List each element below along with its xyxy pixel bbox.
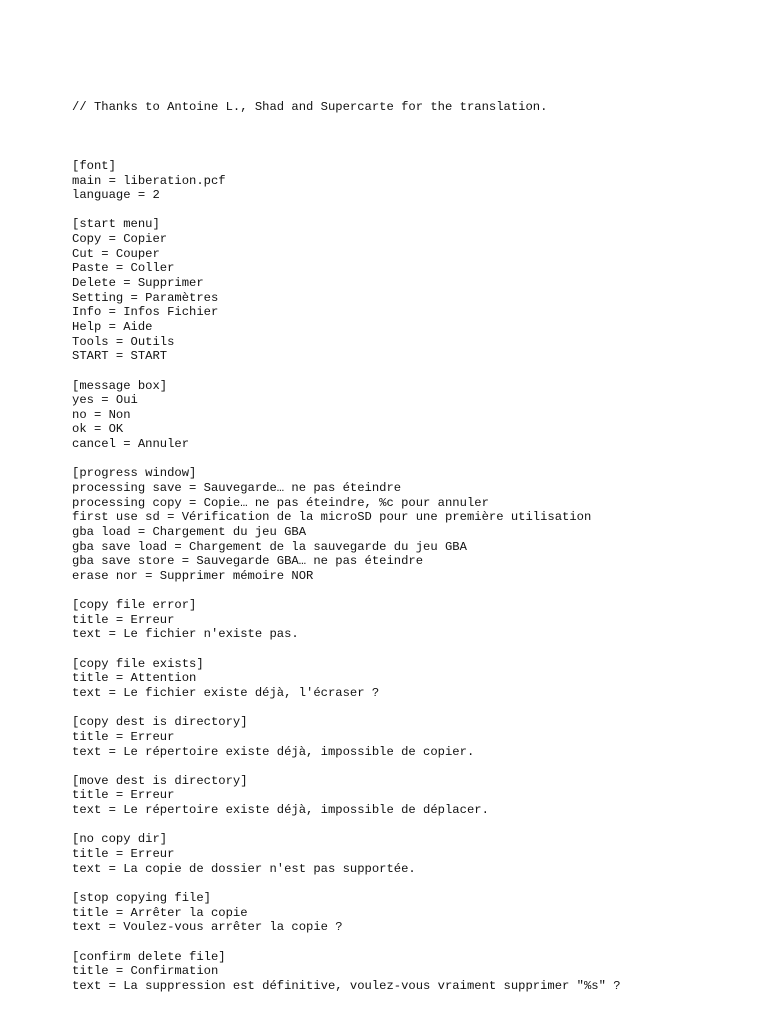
config-entry: title = Arrêter la copie: [72, 905, 248, 920]
config-entry: title = Attention: [72, 671, 197, 686]
config-entry: Delete = Supprimer: [72, 276, 204, 291]
config-entry: gba load = Chargement du jeu GBA: [72, 524, 307, 539]
section-header: [stop copying file]: [72, 890, 211, 905]
blank-line: [72, 642, 752, 657]
blank-line: [72, 818, 752, 833]
config-entry: language = 2: [72, 188, 160, 203]
section-header: [start menu]: [72, 217, 160, 232]
config-entry: main = liberation.pcf: [72, 173, 226, 188]
config-entry: gba save store = Sauvegarde GBA… ne pas éteindre: [72, 554, 424, 569]
header-comment: // Thanks to Antoine L., Shad and Supercarte for the translation.: [72, 100, 548, 115]
blank-line: [72, 935, 752, 950]
config-entry: gba save load = Chargement de la sauvegarde du jeu GBA: [72, 539, 467, 554]
config-entry: cancel = Annuler: [72, 437, 190, 452]
config-entry: erase nor = Supprimer mémoire NOR: [72, 568, 314, 583]
config-entry: title = Confirmation: [72, 964, 219, 979]
config-entry: title = Erreur: [72, 612, 175, 627]
config-entry: Tools = Outils: [72, 334, 175, 349]
blank-line: [72, 144, 752, 159]
section-header: [move dest is directory]: [72, 773, 248, 788]
blank-line: [72, 364, 752, 379]
config-entry: text = Le fichier existe déjà, l'écraser ?: [72, 685, 380, 700]
config-entry: title = Erreur: [72, 847, 175, 862]
config-entry: text = Le fichier n'existe pas.: [72, 627, 299, 642]
section-header: [message box]: [72, 378, 168, 393]
config-entry: text = La suppression est définitive, voulez-vous vraiment supprimer "%s" ?: [72, 978, 621, 993]
config-entry: text = Le répertoire existe déjà, impossible de copier.: [72, 744, 475, 759]
blank-line: [72, 203, 752, 218]
config-entry: first use sd = Vérification de la microSD pour une première utilisation: [72, 510, 592, 525]
config-entry: Help = Aide: [72, 319, 153, 334]
config-entry: Cut = Couper: [72, 246, 160, 261]
config-entry: Info = Infos Fichier: [72, 305, 219, 320]
config-entry: processing copy = Copie… ne pas éteindre, %c pour annuler: [72, 495, 489, 510]
config-entry: Paste = Coller: [72, 261, 175, 276]
config-entry: text = Voulez-vous arrêter la copie ?: [72, 920, 343, 935]
blank-line: [72, 701, 752, 716]
config-entry: Copy = Copier: [72, 232, 168, 247]
blank-line: [72, 583, 752, 598]
config-entry: title = Erreur: [72, 788, 175, 803]
section-header: [progress window]: [72, 466, 197, 481]
blank-line: [72, 876, 752, 891]
section-header: [copy dest is directory]: [72, 715, 248, 730]
section-header: [copy file exists]: [72, 656, 204, 671]
config-entry: START = START: [72, 349, 168, 364]
config-entry: Setting = Paramètres: [72, 290, 219, 305]
config-entry: yes = Oui: [72, 393, 138, 408]
document-page: [72, 71, 752, 1008]
config-entry: title = Erreur: [72, 729, 175, 744]
sections-container: [72, 144, 752, 993]
config-entry: text = La copie de dossier n'est pas supportée.: [72, 861, 416, 876]
blank-line: [72, 759, 752, 774]
section-header: [copy file error]: [72, 598, 197, 613]
section-header: [no copy dir]: [72, 832, 168, 847]
config-entry: ok = OK: [72, 422, 124, 437]
section-header: [confirm delete file]: [72, 949, 226, 964]
config-entry: text = Le répertoire existe déjà, impossible de déplacer.: [72, 803, 489, 818]
blank-line: [72, 452, 752, 467]
config-entry: no = Non: [72, 407, 131, 422]
config-entry: processing save = Sauvegarde… ne pas éteindre: [72, 481, 402, 495]
section-header: [font]: [72, 158, 116, 173]
